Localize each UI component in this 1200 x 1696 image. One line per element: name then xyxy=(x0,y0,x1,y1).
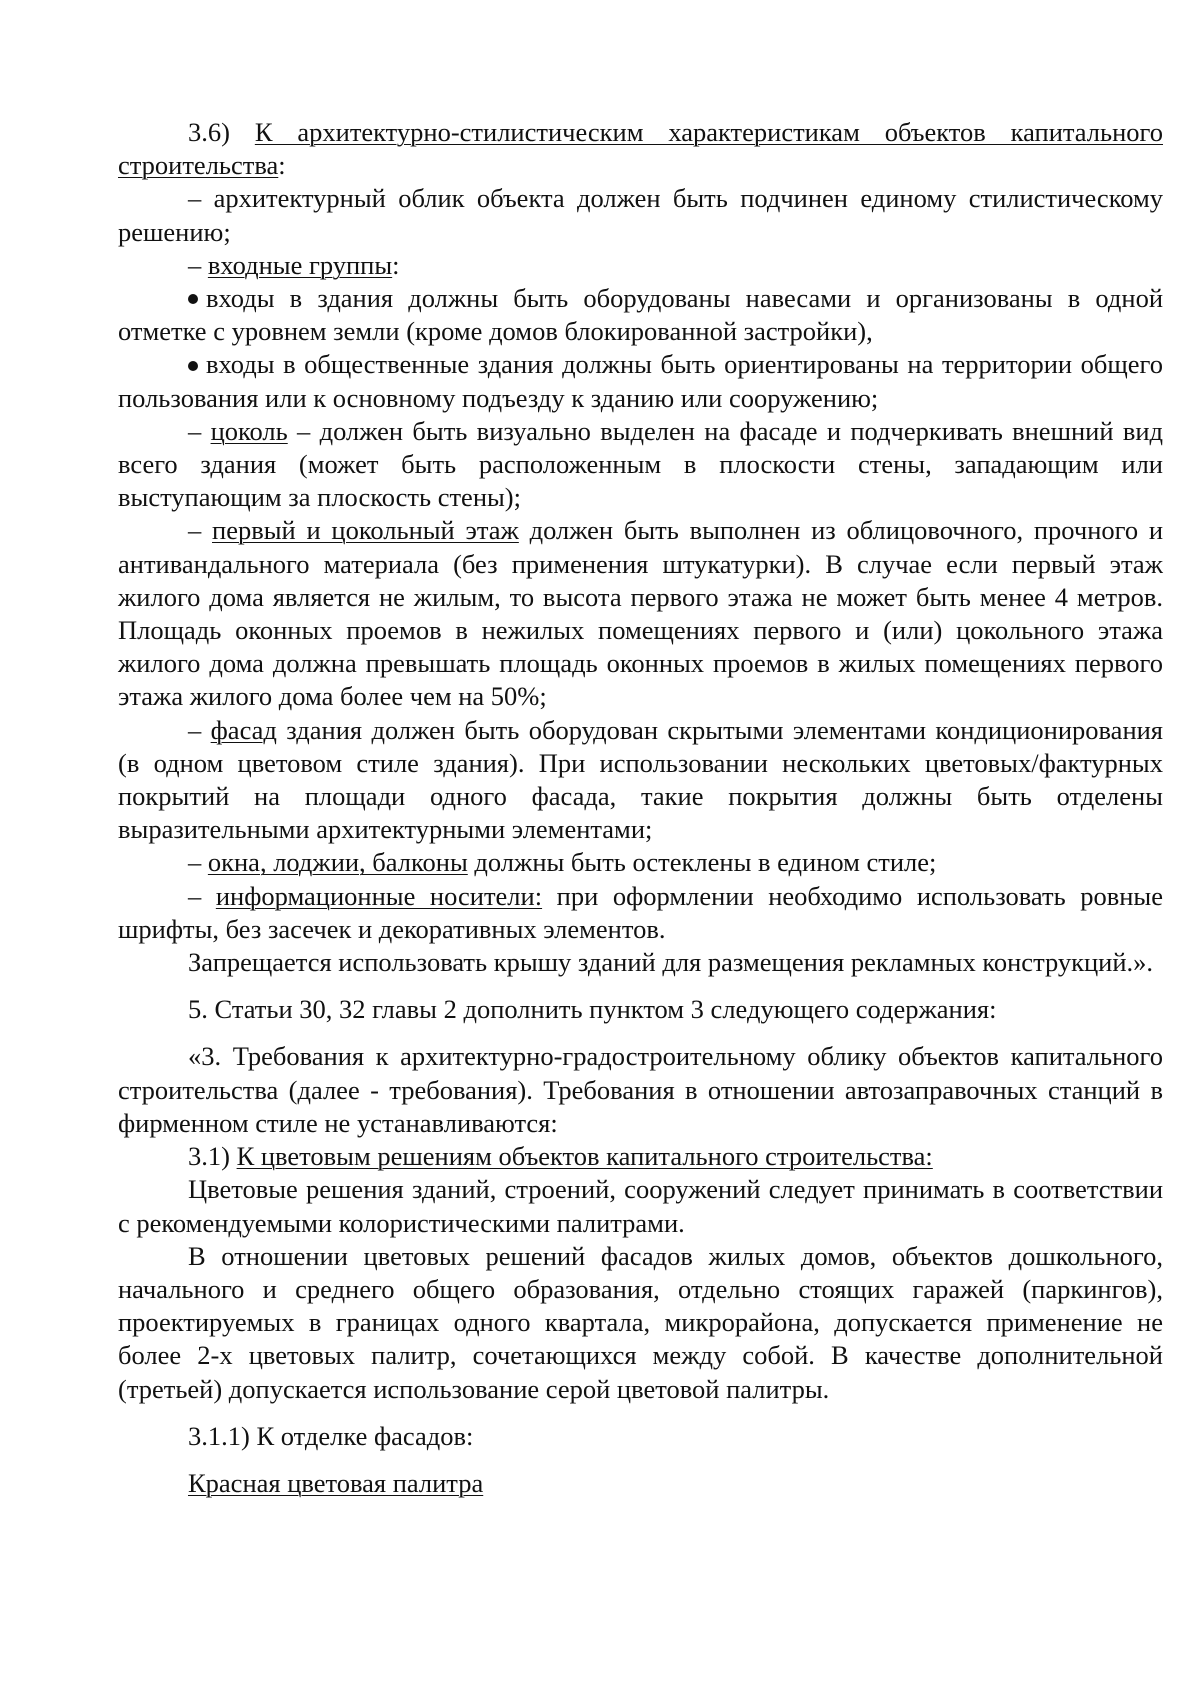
paragraph-info-carriers xyxy=(118,880,1163,946)
section-heading: К архитектурно-стилистическим характеристикам объектов капитального строительства xyxy=(118,117,1163,181)
red-palette-heading xyxy=(118,1467,1163,1500)
bullet-text: входы в здания должны быть оборудованы навесами и организованы в одной отметке с уровнем земли (кроме домов блокированной застройки), xyxy=(118,283,1163,347)
paragraph-first-floor xyxy=(118,514,1163,713)
dash: – xyxy=(188,847,208,878)
bullet-text: входы в общественные здания должны быть ориентированы на территории общего пользования или к основному подъезду к зданию или сооружению; xyxy=(118,349,1163,413)
dash: – xyxy=(188,249,208,280)
paragraph-plinth xyxy=(118,415,1163,515)
underlined-term: первый и цокольный этаж xyxy=(212,515,519,546)
bullet-icon xyxy=(188,294,198,304)
underlined-term: окна, лоджии, балконы xyxy=(207,847,468,878)
dash: – xyxy=(188,515,213,546)
paragraph: – архитектурный облик объекта должен быть подчинен единому стилистическому решению; xyxy=(118,183,1163,247)
document-page xyxy=(118,116,1163,1500)
underlined-term: Красная цветовая палитра xyxy=(188,1467,484,1498)
section-3-1-1-heading: 3.1.1) К отделке фасадов: xyxy=(188,1420,474,1451)
bullet-item xyxy=(118,282,1163,348)
paragraph-windows xyxy=(118,846,1163,879)
paragraph-text: : xyxy=(392,249,400,280)
bullet-icon xyxy=(188,361,198,371)
paragraph-text: должны быть остеклены в едином стиле; xyxy=(467,847,937,878)
section-number: 3.1) xyxy=(188,1141,237,1172)
underlined-term: цоколь xyxy=(210,415,288,446)
bullet-item xyxy=(118,348,1163,414)
dash: – xyxy=(188,880,216,911)
section-3-1-heading xyxy=(118,1140,1163,1173)
dash: – xyxy=(188,714,211,745)
heading-colon: : xyxy=(278,150,286,181)
underlined-term: входные группы xyxy=(207,249,393,280)
paragraph-facade xyxy=(118,714,1163,847)
section-heading: К цветовым решениям объектов капитального строительства: xyxy=(236,1141,933,1172)
paragraph: Цветовые решения зданий, строений, сооружений следует принимать в соответствии с рекомендуемыми колористическими палитрами. xyxy=(118,1174,1163,1238)
paragraph-entry-groups xyxy=(118,249,1163,282)
section-number: 3.6) xyxy=(188,117,230,147)
paragraph-prohibition: Запрещается использовать крышу зданий для размещения рекламных конструкций.». xyxy=(188,947,1154,978)
paragraph: В отношении цветовых решений фасадов жилых домов, объектов дошкольного, начального и среднего общего образования, отдельно стоящих гаражей (паркингов), проектируемых в границах одного квартала, микрорайона, допускается применение не более 2-х цветовых палитр, сочетающихся между собой. В качестве дополнительной (третьей) допускается использование серой цветовой палитры. xyxy=(118,1240,1163,1404)
dash: – xyxy=(188,415,211,446)
section-3-6-heading xyxy=(118,116,1163,182)
paragraph-text: – должен быть визуально выделен на фасаде и подчеркивать внешний вид всего здания (может быть расположенным в плоскости стены, западающим или выступающим за плоскость стены); xyxy=(118,415,1164,513)
requirements-paragraph: «3. Требования к архитектурно-градостроительному облику объектов капитального строительства (далее - требования). Требования в отношении автозаправочных станций в фирменном стиле не устанавливаются: xyxy=(118,1041,1163,1138)
item-5: 5. Статьи 30, 32 главы 2 дополнить пунктом 3 следующего содержания: xyxy=(188,994,997,1025)
paragraph-text: должен быть выполнен из облицовочного, прочного и антивандального материала (без применения штукатурки). В случае если первый этаж жилого дома является не жилым, то высота первого этажа не может быть менее 4 метров. Площадь оконных проемов в нежилых помещениях первого и (или) цокольного этажа жилого дома должна превышать площадь оконных проемов в жилых помещениях первого этажа жилого дома более чем на 50%; xyxy=(118,515,1164,712)
paragraph-text: здания должен быть оборудован скрытыми элементами кондиционирования (в одном цветовом стиле здания). При использовании нескольких цветовых/фактурных покрытий на площади одного фасада, такие покрытия должны быть отделены выразительными архитектурными элементами; xyxy=(118,714,1164,845)
underlined-term: фасад xyxy=(210,714,277,745)
paragraph-text: при оформлении необходимо использовать ровные шрифты, без засечек и декоративных элементов. xyxy=(118,880,1164,944)
underlined-term: информационные носители: xyxy=(215,880,543,911)
